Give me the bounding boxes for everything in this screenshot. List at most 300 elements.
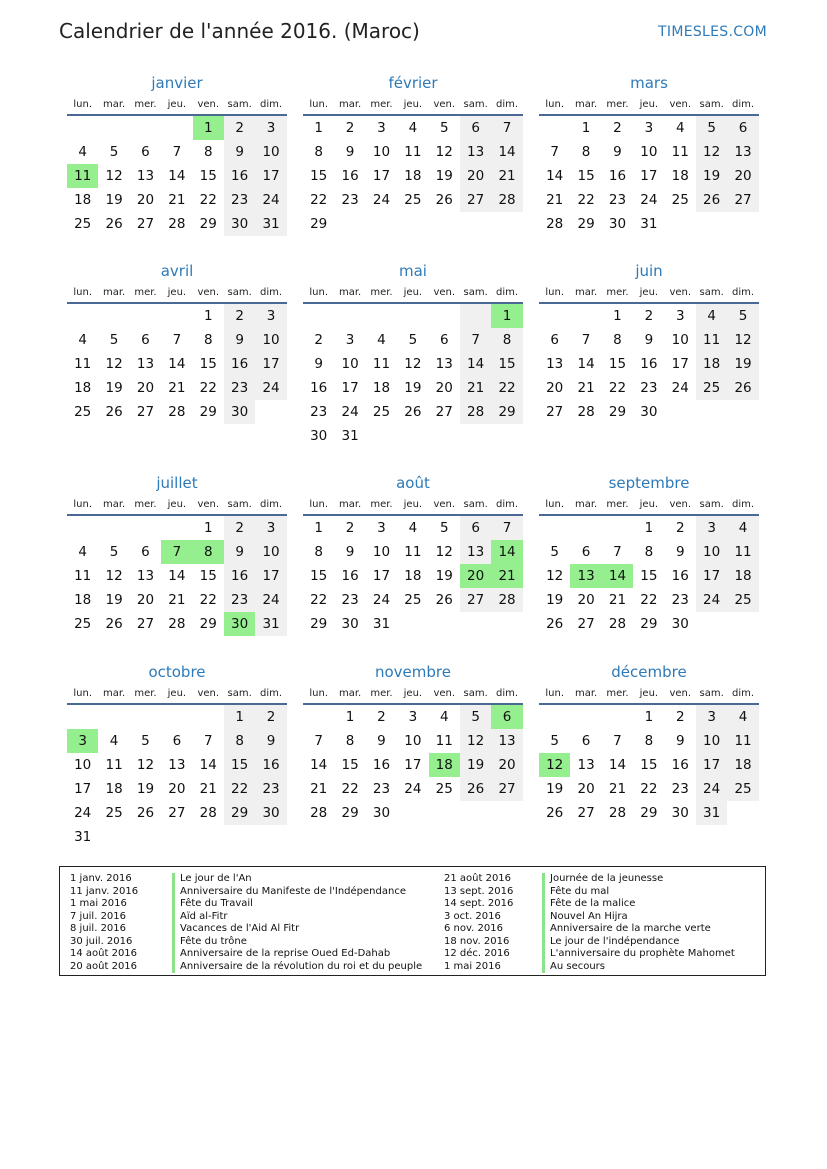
day-cell: 11	[727, 729, 758, 753]
empty-cell	[539, 516, 570, 540]
month-0	[67, 72, 287, 236]
day-cell: 21	[460, 376, 491, 400]
day-cell: 28	[546, 216, 564, 232]
weekday-label: sam.	[463, 99, 488, 110]
legend-holiday-name: Anniversaire de la révolution du roi et du peuple	[172, 961, 432, 974]
day-cell: 23	[224, 376, 255, 400]
day-cell: 8	[644, 544, 654, 560]
legend-holiday-name: Anniversaire du Manifeste de l'Indépendance	[172, 886, 432, 899]
day-cell: 22	[310, 592, 328, 608]
day-cell: 16	[255, 753, 286, 777]
day-cell: 12	[727, 328, 758, 352]
month-2	[539, 72, 759, 236]
day-cell: 13	[136, 356, 155, 372]
weekday-header	[67, 282, 287, 304]
day-cell: 20	[460, 164, 491, 188]
day-cell: 17	[671, 356, 689, 372]
holiday-day-cell: 3	[67, 729, 98, 753]
empty-cell	[539, 705, 570, 729]
holiday-day-cell: 14	[491, 540, 522, 564]
day-cell: 19	[136, 781, 155, 797]
day-cell: 25	[74, 404, 92, 420]
legend-holiday-name: Fête du mal	[542, 886, 802, 899]
day-cell: 19	[696, 164, 727, 188]
month-1	[303, 72, 523, 236]
day-cell: 22	[199, 592, 217, 608]
day-cell: 29	[224, 801, 255, 825]
day-cell: 25	[671, 192, 689, 208]
day-cell: 3	[377, 520, 386, 536]
weekday-label: jeu.	[167, 287, 187, 298]
month-days	[67, 705, 287, 849]
month-name: juillet	[156, 474, 198, 492]
weekday-label: mar.	[102, 499, 126, 510]
day-cell: 16	[224, 564, 255, 588]
legend-holiday-name: L'anniversaire du prophète Mahomet	[542, 948, 802, 961]
day-cell: 14	[460, 352, 491, 376]
month-days	[303, 116, 523, 236]
day-cell: 3	[696, 705, 727, 729]
weekday-label: sam.	[699, 287, 724, 298]
day-cell: 18	[74, 380, 92, 396]
day-cell: 26	[546, 616, 564, 632]
day-cell: 26	[105, 216, 123, 232]
month-days	[67, 116, 287, 236]
day-cell: 19	[105, 192, 123, 208]
day-cell: 31	[341, 428, 359, 444]
legend-date: 7 juil. 2016	[70, 910, 127, 922]
day-cell: 17	[255, 164, 286, 188]
day-cell: 16	[224, 164, 255, 188]
day-cell: 7	[581, 332, 591, 348]
day-cell: 4	[727, 516, 758, 540]
legend-date: 1 mai 2016	[70, 898, 127, 909]
day-cell: 1	[314, 120, 323, 136]
day-cell: 26	[546, 805, 564, 821]
day-cell: 17	[255, 352, 286, 376]
day-cell: 8	[203, 332, 213, 348]
month-5	[539, 260, 759, 424]
weekday-header	[67, 94, 287, 116]
day-cell: 8	[224, 729, 255, 753]
empty-cell	[161, 304, 192, 328]
legend-holiday-name: Nouvel An Hijra	[542, 911, 802, 924]
weekday-label: lun.	[545, 287, 565, 298]
day-cell: 2	[644, 308, 654, 324]
day-cell: 9	[675, 733, 685, 749]
weekday-label: mer.	[134, 688, 157, 699]
day-cell: 31	[74, 829, 92, 845]
empty-cell	[161, 116, 192, 140]
day-cell: 11	[372, 356, 391, 372]
weekday-label: lun.	[545, 499, 565, 510]
day-cell: 22	[199, 192, 217, 208]
day-cell: 20	[727, 164, 758, 188]
day-cell: 4	[675, 120, 685, 136]
day-cell: 14	[491, 140, 522, 164]
legend-names-left	[172, 873, 432, 973]
empty-cell	[130, 516, 161, 540]
day-cell: 14	[168, 168, 186, 184]
day-cell: 2	[345, 520, 355, 536]
day-cell: 29	[341, 805, 359, 821]
day-cell: 28	[168, 404, 186, 420]
day-cell: 22	[608, 380, 627, 396]
day-cell: 30	[224, 212, 255, 236]
day-cell: 27	[136, 216, 155, 232]
day-cell: 13	[491, 729, 522, 753]
legend-date: 11 janv. 2016	[70, 885, 139, 897]
weekday-label: dim.	[732, 287, 755, 298]
holiday-day-cell: 6	[491, 705, 522, 729]
holiday-day-cell: 1	[193, 116, 224, 140]
day-cell: 26	[727, 376, 758, 400]
month-6	[67, 472, 287, 636]
weekday-label: ven.	[197, 287, 220, 298]
empty-cell	[602, 705, 633, 729]
day-cell: 15	[640, 568, 658, 584]
weekday-label: ven.	[197, 99, 220, 110]
day-cell: 9	[345, 144, 355, 160]
holiday-day-cell: 7	[161, 540, 192, 564]
day-cell: 18	[372, 380, 391, 396]
day-cell: 24	[372, 592, 391, 608]
weekday-label: lun.	[309, 99, 329, 110]
legend-holiday-name: Journée de la jeunesse	[542, 873, 802, 886]
weekday-header	[67, 494, 287, 516]
day-cell: 31	[255, 212, 286, 236]
day-cell: 17	[696, 753, 727, 777]
holiday-legend	[59, 866, 766, 976]
weekday-label: sam.	[463, 287, 488, 298]
holiday-day-cell: 14	[602, 564, 633, 588]
day-cell: 22	[640, 781, 658, 797]
empty-cell	[98, 516, 129, 540]
day-cell: 23	[671, 592, 689, 608]
day-cell: 2	[224, 516, 255, 540]
day-cell: 8	[314, 544, 323, 560]
day-cell: 5	[696, 116, 727, 140]
weekday-label: jeu.	[403, 99, 423, 110]
day-cell: 13	[727, 140, 758, 164]
day-cell: 9	[224, 540, 255, 564]
day-cell: 7	[203, 733, 213, 749]
weekday-label: dim.	[732, 99, 755, 110]
day-cell: 25	[435, 781, 453, 797]
weekday-label: mer.	[606, 688, 629, 699]
day-cell: 22	[341, 781, 359, 797]
day-cell: 17	[341, 380, 359, 396]
day-cell: 8	[345, 733, 355, 749]
weekday-label: mar.	[102, 287, 126, 298]
day-cell: 20	[136, 192, 155, 208]
day-cell: 11	[671, 144, 689, 160]
day-cell: 28	[608, 805, 627, 821]
day-cell: 9	[224, 140, 255, 164]
day-cell: 3	[644, 120, 654, 136]
day-cell: 25	[696, 376, 727, 400]
day-cell: 10	[671, 332, 689, 348]
day-cell: 24	[341, 404, 359, 420]
weekday-label: mar.	[102, 99, 126, 110]
day-cell: 4	[377, 332, 386, 348]
legend-date: 20 août 2016	[70, 960, 138, 972]
empty-cell	[602, 516, 633, 540]
day-cell: 18	[404, 568, 422, 584]
day-cell: 5	[439, 520, 449, 536]
legend-dates-left	[70, 873, 170, 973]
weekday-label: lun.	[545, 688, 565, 699]
empty-cell	[366, 304, 397, 328]
day-cell: 10	[341, 356, 359, 372]
day-cell: 21	[546, 192, 564, 208]
weekday-label: dim.	[496, 499, 519, 510]
day-cell: 1	[581, 120, 591, 136]
weekday-label: mer.	[370, 99, 393, 110]
day-cell: 6	[141, 332, 150, 348]
brand-link[interactable]: TIMESLES.COM	[658, 24, 767, 40]
weekday-header	[67, 683, 287, 705]
empty-cell	[98, 116, 129, 140]
day-cell: 11	[727, 540, 758, 564]
day-cell: 29	[199, 616, 217, 632]
day-cell: 5	[439, 120, 449, 136]
weekday-header	[539, 683, 759, 705]
empty-cell	[67, 516, 98, 540]
day-cell: 6	[460, 116, 491, 140]
weekday-label: ven.	[433, 499, 456, 510]
day-cell: 5	[408, 332, 418, 348]
weekday-label: sam.	[463, 688, 488, 699]
day-cell: 5	[109, 544, 119, 560]
day-cell: 23	[310, 404, 328, 420]
day-cell: 23	[224, 188, 255, 212]
day-cell: 25	[74, 616, 92, 632]
empty-cell	[161, 705, 192, 729]
day-cell: 5	[109, 144, 119, 160]
day-cell: 18	[696, 352, 727, 376]
weekday-label: ven.	[669, 99, 692, 110]
month-days	[539, 304, 759, 424]
day-cell: 10	[372, 544, 391, 560]
day-cell: 30	[671, 616, 689, 632]
day-cell: 23	[372, 781, 391, 797]
weekday-label: sam.	[227, 287, 252, 298]
day-cell: 4	[727, 705, 758, 729]
weekday-label: ven.	[197, 499, 220, 510]
day-cell: 28	[310, 805, 328, 821]
day-cell: 21	[608, 781, 627, 797]
weekday-label: jeu.	[403, 688, 423, 699]
day-cell: 10	[255, 540, 286, 564]
day-cell: 23	[341, 592, 359, 608]
day-cell: 16	[671, 568, 689, 584]
weekday-label: dim.	[496, 688, 519, 699]
day-cell: 29	[199, 404, 217, 420]
holiday-day-cell: 20	[460, 564, 491, 588]
legend-date: 6 nov. 2016	[444, 923, 503, 934]
day-cell: 1	[314, 520, 323, 536]
day-cell: 31	[696, 801, 727, 825]
day-cell: 3	[255, 116, 286, 140]
day-cell: 16	[671, 757, 689, 773]
day-cell: 29	[491, 400, 522, 424]
day-cell: 21	[168, 192, 186, 208]
weekday-label: mer.	[606, 499, 629, 510]
day-cell: 25	[74, 216, 92, 232]
day-cell: 29	[640, 805, 658, 821]
month-name: août	[396, 474, 430, 492]
weekday-header	[539, 494, 759, 516]
day-cell: 16	[341, 168, 359, 184]
weekday-header	[303, 683, 523, 705]
day-cell: 7	[613, 733, 622, 749]
day-cell: 4	[408, 520, 418, 536]
day-cell: 15	[491, 352, 522, 376]
day-cell: 13	[435, 356, 453, 372]
weekday-label: ven.	[433, 99, 456, 110]
weekday-header	[303, 282, 523, 304]
day-cell: 19	[435, 568, 453, 584]
month-name: octobre	[148, 663, 206, 681]
day-cell: 8	[491, 328, 522, 352]
day-cell: 24	[696, 777, 727, 801]
weekday-label: dim.	[260, 499, 283, 510]
day-cell: 18	[404, 168, 422, 184]
day-cell: 11	[74, 356, 92, 372]
legend-holiday-name: Fête du trône	[172, 936, 432, 949]
day-cell: 4	[109, 733, 119, 749]
day-cell: 3	[255, 516, 286, 540]
day-cell: 20	[168, 781, 186, 797]
day-cell: 17	[640, 168, 658, 184]
month-days	[303, 304, 523, 448]
day-cell: 13	[460, 540, 491, 564]
day-cell: 11	[105, 757, 123, 773]
weekday-label: ven.	[669, 688, 692, 699]
day-cell: 2	[675, 520, 685, 536]
weekday-label: mar.	[574, 287, 598, 298]
day-cell: 2	[314, 332, 323, 348]
empty-cell	[303, 304, 334, 328]
day-cell: 2	[613, 120, 622, 136]
day-cell: 8	[581, 144, 591, 160]
weekday-label: sam.	[227, 99, 252, 110]
day-cell: 10	[255, 328, 286, 352]
day-cell: 27	[136, 616, 155, 632]
day-cell: 27	[136, 404, 155, 420]
month-name: février	[388, 74, 438, 92]
day-cell: 17	[404, 757, 422, 773]
day-cell: 14	[168, 568, 186, 584]
day-cell: 12	[460, 729, 491, 753]
day-cell: 12	[136, 757, 155, 773]
day-cell: 1	[224, 705, 255, 729]
day-cell: 23	[224, 588, 255, 612]
legend-date: 1 janv. 2016	[70, 873, 132, 884]
legend-date: 18 nov. 2016	[444, 935, 510, 947]
day-cell: 30	[255, 801, 286, 825]
empty-cell	[130, 705, 161, 729]
day-cell: 7	[491, 516, 522, 540]
weekday-label: jeu.	[639, 99, 659, 110]
month-4	[303, 260, 523, 448]
day-cell: 15	[640, 757, 658, 773]
weekday-label: mar.	[102, 688, 126, 699]
day-cell: 15	[310, 168, 328, 184]
month-name: juin	[635, 262, 663, 280]
day-cell: 27	[435, 404, 453, 420]
legend-date: 14 sept. 2016	[444, 898, 514, 909]
day-cell: 15	[608, 356, 627, 372]
day-cell: 19	[460, 753, 491, 777]
day-cell: 23	[671, 781, 689, 797]
day-cell: 27	[546, 404, 564, 420]
day-cell: 10	[74, 757, 92, 773]
day-cell: 10	[696, 540, 727, 564]
day-cell: 22	[310, 192, 328, 208]
day-cell: 19	[727, 352, 758, 376]
day-cell: 16	[372, 757, 391, 773]
day-cell: 7	[491, 116, 522, 140]
legend-holiday-name: Vacances de l'Aid Al Fitr	[172, 923, 432, 936]
month-name: novembre	[375, 663, 451, 681]
month-days	[67, 304, 287, 424]
day-cell: 10	[372, 144, 391, 160]
day-cell: 26	[105, 404, 123, 420]
day-cell: 22	[640, 592, 658, 608]
day-cell: 15	[199, 568, 217, 584]
day-cell: 29	[310, 616, 328, 632]
empty-cell	[98, 705, 129, 729]
empty-cell	[161, 516, 192, 540]
weekday-label: jeu.	[167, 688, 187, 699]
day-cell: 6	[439, 332, 449, 348]
day-cell: 21	[199, 781, 217, 797]
empty-cell	[193, 705, 224, 729]
day-cell: 24	[640, 192, 658, 208]
day-cell: 21	[168, 592, 186, 608]
day-cell: 6	[141, 544, 150, 560]
day-cell: 24	[671, 380, 689, 396]
day-cell: 21	[310, 781, 328, 797]
day-cell: 29	[640, 616, 658, 632]
day-cell: 24	[372, 192, 391, 208]
month-days	[67, 516, 287, 636]
weekday-label: dim.	[260, 99, 283, 110]
day-cell: 11	[696, 328, 727, 352]
weekday-label: jeu.	[639, 499, 659, 510]
day-cell: 14	[310, 757, 328, 773]
day-cell: 3	[408, 709, 418, 725]
day-cell: 28	[460, 400, 491, 424]
day-cell: 6	[727, 116, 758, 140]
weekday-header	[303, 94, 523, 116]
day-cell: 1	[644, 520, 654, 536]
day-cell: 30	[671, 805, 689, 821]
day-cell: 12	[105, 168, 123, 184]
month-days	[303, 705, 523, 825]
day-cell: 12	[435, 144, 453, 160]
day-cell: 18	[105, 781, 123, 797]
day-cell: 2	[224, 116, 255, 140]
day-cell: 13	[546, 356, 564, 372]
holiday-day-cell: 8	[193, 540, 224, 564]
weekday-label: jeu.	[403, 499, 423, 510]
day-cell: 28	[577, 404, 595, 420]
day-cell: 16	[608, 168, 627, 184]
day-cell: 15	[577, 168, 595, 184]
